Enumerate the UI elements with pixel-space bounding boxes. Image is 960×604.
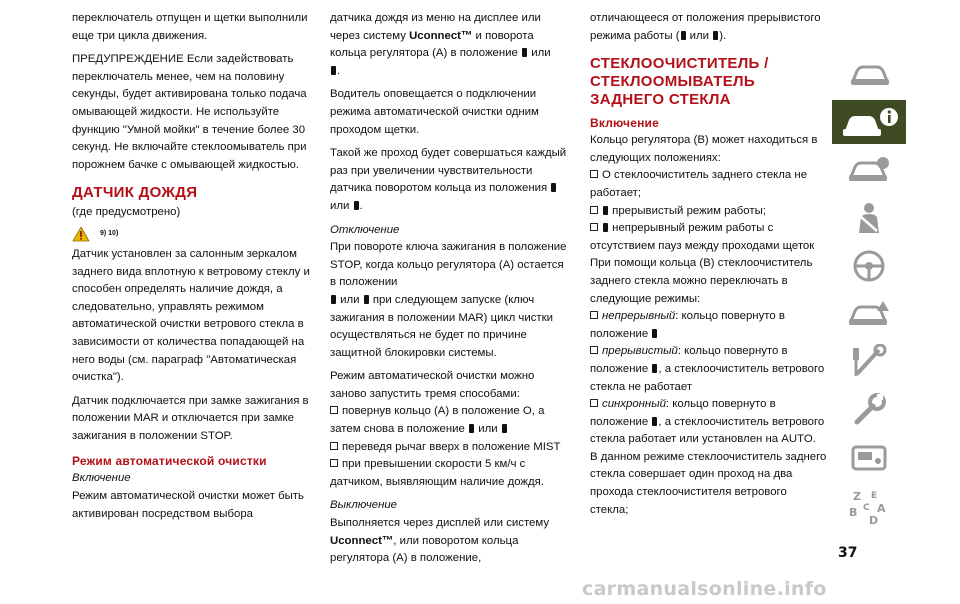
intermittent-symbol-icon bbox=[522, 48, 527, 57]
paragraph: Режим автоматической очистки может быть активирован посредством выбора bbox=[72, 490, 304, 520]
intermittent-symbol-icon bbox=[652, 417, 657, 426]
bullet-box-icon bbox=[590, 346, 598, 354]
bullet-box-icon bbox=[330, 459, 338, 467]
svg-text:D: D bbox=[869, 514, 879, 526]
section-heading-rear-wiper: СТЕКЛООЧИСТИТЕЛЬ / СТЕКЛООМЫВАТЕЛЬ ЗАДНЕГО СТЕКЛА bbox=[590, 55, 769, 109]
wrench-specs-icon bbox=[849, 392, 889, 428]
car-breakdown-icon bbox=[847, 299, 891, 329]
bullet-box-icon bbox=[330, 442, 338, 450]
paragraph: отличающееся от положения прерывистого режима работы ( или ). bbox=[590, 12, 821, 42]
intermittent-symbol-icon bbox=[469, 424, 474, 433]
section-heading-auto-wipe: Режим автоматической очистки bbox=[72, 454, 267, 469]
subheading-enable: Включение bbox=[72, 472, 131, 485]
continuous-symbol-icon bbox=[603, 223, 608, 232]
car-dashboard-icon bbox=[847, 59, 891, 89]
subheading-disable: Отключение bbox=[330, 223, 400, 236]
car-info-icon bbox=[839, 105, 899, 139]
subheading-switch-off: Выключение bbox=[330, 499, 398, 512]
intermittent-symbol-icon bbox=[652, 364, 657, 373]
paragraph: Выполняется через дисплей или систему Uconnect™, или поворотом кольца регулятора (A) в положение, bbox=[330, 517, 550, 565]
bullet-item: непрерывный режим работы с отсутствием пауз между проходами щеток bbox=[590, 222, 815, 252]
bullet-box-icon bbox=[590, 311, 598, 319]
tab-multimedia[interactable] bbox=[832, 436, 906, 480]
mode-item: синхронный: кольцо повернуто в положение , а стеклоочиститель ветрового стекла работает или установлен на AUTO. bbox=[590, 398, 825, 446]
paragraph: Датчик установлен за салонным зеркалом заднего вида вплотную к ветровому стеклу и способен определять наличие дождя, а следовательно, управлять режимом автоматической очистки ветрового стекла в зависимости от количества попадающей на него воды (см. параграф "Автоматическая очистка"). bbox=[72, 247, 310, 384]
bullet-item: O стеклоочиститель заднего стекла не работает; bbox=[590, 169, 808, 199]
tab-maintenance[interactable] bbox=[832, 340, 906, 384]
bullet-item: при превышении скорости 5 км/ч с датчиком, выявляющим наличие дождя. bbox=[330, 458, 545, 488]
paragraph: Режим автоматической очистки можно заново запустить тремя способами: bbox=[330, 370, 535, 400]
page-number: 37 bbox=[838, 545, 858, 561]
text-column-1 bbox=[72, 10, 312, 529]
steering-wheel-icon bbox=[851, 248, 887, 284]
continuous-symbol-icon bbox=[364, 295, 369, 304]
paragraph: Кольцо регулятора (B) может находиться в следующих положениях: bbox=[590, 134, 818, 164]
radio-multimedia-icon bbox=[849, 441, 889, 475]
subheading-enable: Включение bbox=[590, 116, 659, 131]
continuous-symbol-icon bbox=[502, 424, 507, 433]
paragraph: Водитель оповещается о подключении режима автоматической очистки одним проходом щетки. bbox=[330, 88, 539, 136]
bullet-item: переведя рычаг вверх в положение MIST bbox=[330, 439, 570, 457]
tab-emergency[interactable] bbox=[832, 292, 906, 336]
bullet-item: повернув кольцо (A) в положение O, а затем снова в положение или bbox=[330, 405, 545, 436]
footnote-references: 9) 10) bbox=[100, 229, 119, 237]
section-subtitle: (где предусмотрено) bbox=[72, 206, 181, 219]
uconnect-brand: Uconnect™ bbox=[330, 534, 394, 547]
text-column-2 bbox=[330, 10, 570, 574]
watermark: carmanualsonline.info bbox=[582, 578, 827, 600]
tab-dashboard[interactable] bbox=[832, 52, 906, 96]
car-safety-icon bbox=[847, 155, 891, 185]
tab-car-info[interactable] bbox=[832, 100, 906, 144]
paragraph: При помощи кольца (B) стеклоочиститель заднего стекла можно переключать в следующие режимы: bbox=[590, 257, 813, 305]
warning-triangle-icon bbox=[72, 226, 90, 242]
intermittent-symbol-icon bbox=[331, 295, 336, 304]
alphabet-index-icon bbox=[847, 486, 891, 526]
continuous-symbol-icon bbox=[331, 66, 336, 75]
paragraph: Датчик подключается при замке зажигания в положении MAR и отключается при замке зажигания в положении STOP. bbox=[72, 394, 309, 442]
continuous-symbol-icon bbox=[652, 329, 657, 338]
section-heading-rain-sensor: ДАТЧИК ДОЖДЯ bbox=[72, 184, 198, 202]
bullet-item: прерывистый режим работы; bbox=[590, 203, 828, 221]
paragraph: переключатель отпущен и щетки выполнили еще три цикла движения. bbox=[72, 12, 308, 42]
seatbelt-icon bbox=[849, 201, 889, 235]
tab-safety[interactable] bbox=[832, 148, 906, 192]
intermittent-symbol-icon bbox=[551, 183, 556, 192]
svg-text:C: C bbox=[863, 503, 870, 513]
continuous-symbol-icon bbox=[354, 201, 359, 210]
paragraph: датчика дождя из меню на дисплее или через систему Uconnect™ и поворота кольца регулятора (A) в положение или . bbox=[330, 12, 551, 77]
text-column-3 bbox=[590, 10, 828, 525]
tab-specifications[interactable] bbox=[832, 388, 906, 432]
bullet-box-icon bbox=[590, 206, 598, 214]
warning-reference-row bbox=[72, 224, 312, 244]
tools-maintenance-icon bbox=[849, 344, 889, 380]
bullet-box-icon bbox=[590, 170, 598, 178]
warning-paragraph: ПРЕДУПРЕЖДЕНИЕ Если задействовать переключатель менее, чем на половину секунды, будет активирована только подача омывающей жидкости. Не используйте функцию "Умной мойки" в течение более 30 секунд. Не включайте стеклоомыватель при порожнем бачке с омывающей жидкостью. bbox=[72, 53, 307, 171]
bullet-box-icon bbox=[590, 223, 598, 231]
paragraph: В данном режиме стеклоочиститель заднего стекла совершает один проход на два прохода стеклоочистителя ветрового стекла; bbox=[590, 450, 827, 516]
bullet-box-icon bbox=[590, 399, 598, 407]
svg-text:E: E bbox=[871, 491, 878, 501]
uconnect-brand: Uconnect™ bbox=[409, 29, 473, 42]
paragraph: Такой же проход будет совершаться каждый раз при увеличении чувствительности датчика поворотом кольца из положения или . bbox=[330, 147, 567, 212]
tab-index[interactable] bbox=[832, 484, 906, 528]
intermittent-symbol-icon bbox=[681, 31, 686, 40]
tab-seatbelt[interactable] bbox=[832, 196, 906, 240]
intermittent-symbol-icon bbox=[603, 206, 608, 215]
paragraph: При повороте ключа зажигания в положение STOP, когда кольцо регулятора (A) остается в положении или при следующем запуске (ключ зажигания в положении MAR) цикл чистки осуществляться не будет по причине защитной блокировки системы. bbox=[330, 241, 567, 359]
svg-text:B: B bbox=[849, 506, 858, 519]
mode-item: прерывистый: кольцо повернуто в положение , а стеклоочиститель ветрового стекла не работает bbox=[590, 345, 825, 393]
mode-item: непрерывный: кольцо повернуто в положение bbox=[590, 310, 785, 340]
continuous-symbol-icon bbox=[713, 31, 718, 40]
svg-text:Z: Z bbox=[853, 490, 861, 503]
bullet-box-icon bbox=[330, 406, 338, 414]
tab-start-driving[interactable] bbox=[832, 244, 906, 288]
svg-text:A: A bbox=[877, 502, 886, 515]
